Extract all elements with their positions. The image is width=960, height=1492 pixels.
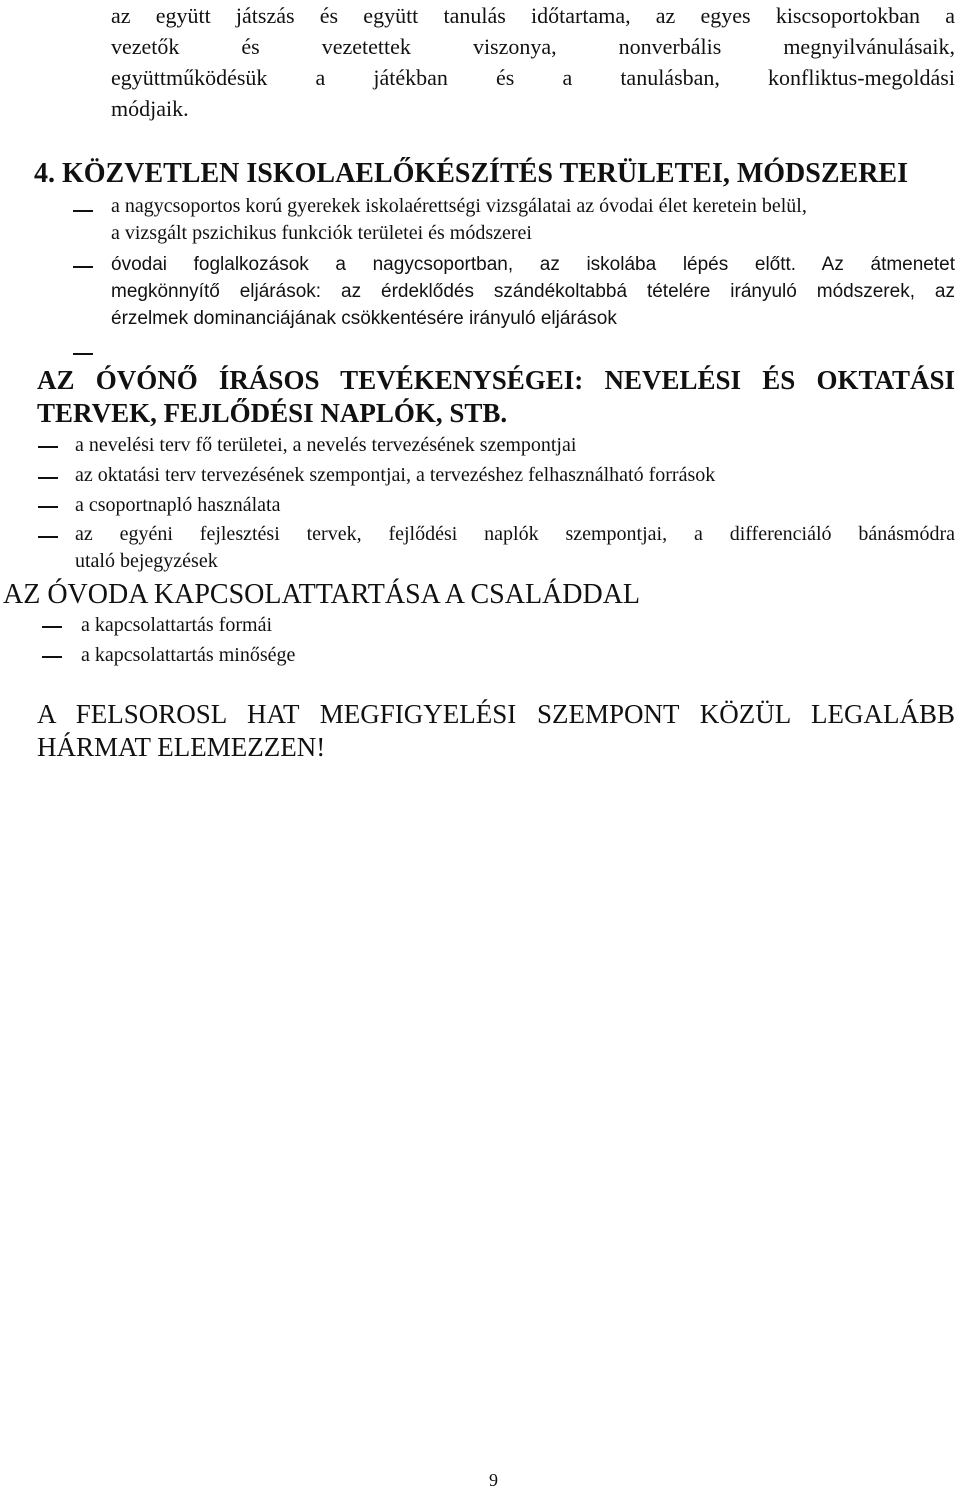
dash-bullet [73, 210, 93, 212]
intro-line: vezetők és vezetettek viszonya, nonverbális megnyilvánulásaik, [111, 34, 955, 59]
dash-bullet [38, 506, 58, 508]
item-line: óvodai foglalkozások a nagycsoportban, az iskolába lépés előtt. Az átmenetet [111, 254, 955, 275]
dash-bullet [73, 353, 93, 355]
section-6-title: AZ ÓVODA KAPCSOLATTARTÁSA A CSALÁDDAL [3, 579, 641, 610]
section-5-title-line: AZ ÓVÓNŐ ÍRÁSOS TEVÉKENYSÉGEI: NEVELÉSI ÉS OKTATÁSI [37, 365, 955, 395]
section-5-item: a nevelési terv fő területei, a nevelés tervezésének szempontjai [75, 434, 577, 456]
dash-bullet [73, 266, 93, 268]
intro-line: módjaik. [111, 96, 189, 121]
dash-bullet [42, 656, 62, 658]
intro-line: az együtt játszás és együtt tanulás időtartama, az egyes kiscsoportokban a [111, 3, 955, 28]
intro-paragraph [111, 0, 955, 124]
item-line: a vizsgált pszichikus funkciók területei és módszerei [111, 222, 532, 244]
item-line: érzelmek dominanciájának csökkentésére irányuló eljárások [111, 308, 617, 329]
section-4-item [111, 193, 955, 247]
dash-bullet [42, 626, 62, 628]
page-number: 9 [489, 1470, 498, 1490]
item-line: utaló bejegyzések [75, 550, 218, 572]
closing-instruction-line: HÁRMAT ELEMEZZEN! [37, 732, 326, 762]
section-5-item: a csoportnapló használata [75, 494, 281, 516]
item-line: megkönnyítő eljárások: az érdeklődés szándékoltabbá tételére irányuló módszerek, az [111, 281, 955, 302]
section-6-item: a kapcsolattartás formái [81, 614, 273, 636]
dash-bullet [38, 446, 58, 448]
item-line: a nagycsoportos korú gyerekek iskolaérettségi vizsgálatai az óvodai élet keretein belül, [111, 195, 807, 217]
section-4-title: 4. KÖZVETLEN ISKOLAELŐKÉSZÍTÉS TERÜLETEI, MÓDSZEREI [34, 158, 908, 189]
section-4-item [111, 251, 955, 332]
dash-bullet [38, 536, 58, 538]
item-line: az egyéni fejlesztési tervek, fejlődési naplók szempontjai, a differenciáló bánásmódra [75, 523, 955, 545]
section-6-item: a kapcsolattartás minősége [81, 644, 296, 666]
section-5-item: az oktatási terv tervezésének szempontjai, a tervezéshez felhasználható források [75, 464, 716, 486]
dash-bullet [38, 477, 58, 479]
section-5-title-line: TERVEK, FEJLŐDÉSI NAPLÓK, STB. [37, 398, 508, 428]
section-5-item [75, 521, 955, 575]
closing-instruction-line: A FELSOROSL HAT MEGFIGYELÉSI SZEMPONT KÖZÜL LEGALÁBB [37, 699, 955, 729]
intro-line: együttműködésük a játékban és a tanulásban, konfliktus-megoldási [111, 65, 955, 90]
